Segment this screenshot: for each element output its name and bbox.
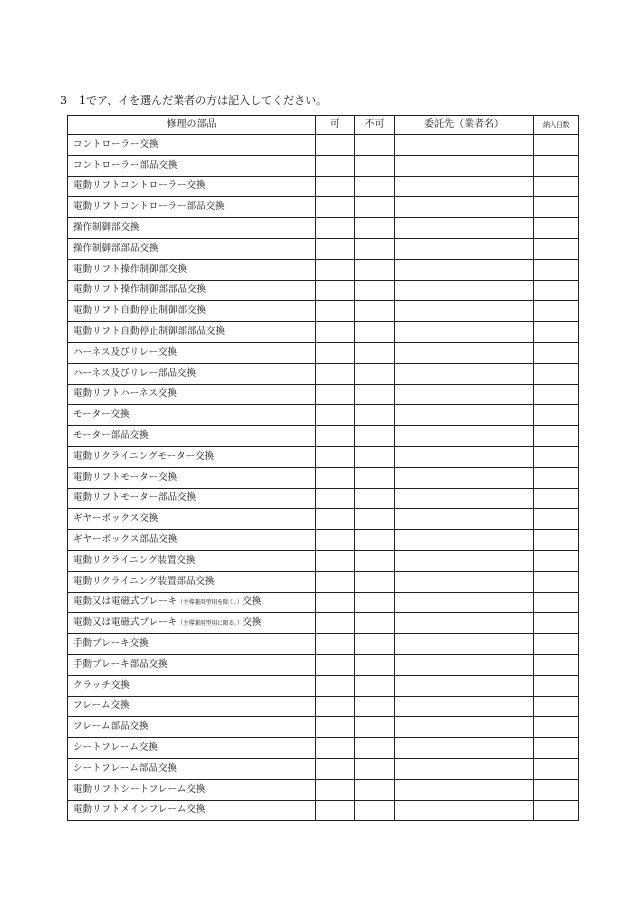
delivery-days-cell[interactable]	[534, 322, 579, 343]
table-row	[68, 342, 579, 363]
table-row	[68, 446, 579, 467]
repair-parts-table	[67, 115, 579, 821]
repair-item-text: フレーム交換	[73, 700, 130, 712]
repair-item-label	[68, 322, 316, 343]
table-row	[68, 280, 579, 301]
vendor-cell[interactable]	[395, 197, 534, 218]
delivery-days-cell[interactable]	[534, 634, 579, 655]
delivery-days-cell[interactable]	[534, 363, 579, 384]
vendor-cell[interactable]	[395, 779, 534, 800]
vendor-cell[interactable]	[395, 696, 534, 717]
possible-cell[interactable]	[316, 197, 355, 218]
vendor-cell[interactable]	[395, 717, 534, 738]
delivery-days-cell[interactable]	[534, 530, 579, 551]
table-row	[68, 467, 579, 488]
impossible-cell[interactable]	[355, 384, 395, 405]
delivery-days-cell[interactable]	[534, 738, 579, 759]
possible-cell[interactable]	[316, 426, 355, 447]
delivery-days-cell[interactable]	[534, 135, 579, 156]
table-header-row	[68, 116, 579, 135]
possible-cell[interactable]	[316, 176, 355, 197]
repair-item-text: 電動リフトモーター交換	[73, 471, 178, 483]
vendor-cell[interactable]	[395, 758, 534, 779]
repair-item-label	[68, 758, 316, 779]
impossible-cell[interactable]	[355, 218, 395, 239]
vendor-cell[interactable]	[395, 301, 534, 322]
possible-cell[interactable]	[316, 467, 355, 488]
table-row	[68, 363, 579, 384]
table-row	[68, 238, 579, 259]
vendor-cell[interactable]	[395, 634, 534, 655]
impossible-cell[interactable]	[355, 675, 395, 696]
delivery-days-cell[interactable]	[534, 301, 579, 322]
possible-cell[interactable]	[316, 530, 355, 551]
table-row	[68, 259, 579, 280]
header-possible: 可	[316, 116, 355, 135]
impossible-cell[interactable]	[355, 176, 395, 197]
header-repair-part: 修理の部品	[68, 116, 316, 135]
vendor-cell[interactable]	[395, 405, 534, 426]
vendor-cell[interactable]	[395, 176, 534, 197]
table-row	[68, 509, 579, 530]
repair-item-label	[68, 280, 316, 301]
delivery-days-cell[interactable]	[534, 654, 579, 675]
vendor-cell[interactable]	[395, 155, 534, 176]
table-row	[68, 135, 579, 156]
possible-cell[interactable]	[316, 717, 355, 738]
repair-item-text: モーター部品交換	[73, 430, 149, 442]
repair-item-label	[68, 342, 316, 363]
delivery-days-cell[interactable]	[534, 384, 579, 405]
vendor-cell[interactable]	[395, 446, 534, 467]
repair-item-label	[68, 634, 316, 655]
repair-item-text: 操作制御部交換	[73, 222, 140, 234]
delivery-days-cell[interactable]	[534, 675, 579, 696]
impossible-cell[interactable]	[355, 155, 395, 176]
possible-cell[interactable]	[316, 696, 355, 717]
impossible-cell[interactable]	[355, 405, 395, 426]
repair-item-text: クラッチ交換	[73, 679, 130, 691]
repair-item-label	[68, 592, 316, 613]
table-body	[68, 135, 579, 821]
possible-cell[interactable]	[316, 779, 355, 800]
delivery-days-cell[interactable]	[534, 238, 579, 259]
impossible-cell[interactable]	[355, 717, 395, 738]
table-row	[68, 530, 579, 551]
table-row	[68, 155, 579, 176]
instruction-text: 1でア、イを選んだ業者の方は記入してください。	[79, 94, 328, 107]
repair-item-text: モーター交換	[73, 409, 130, 421]
repair-item-label	[68, 467, 316, 488]
repair-item-label	[68, 176, 316, 197]
table-row	[68, 550, 579, 571]
possible-cell[interactable]	[316, 218, 355, 239]
impossible-cell[interactable]	[355, 800, 395, 821]
table-row	[68, 696, 579, 717]
impossible-cell[interactable]	[355, 696, 395, 717]
impossible-cell[interactable]	[355, 758, 395, 779]
vendor-cell[interactable]	[395, 426, 534, 447]
possible-cell[interactable]	[316, 800, 355, 821]
repair-item-label	[68, 301, 316, 322]
repair-item-label	[68, 530, 316, 551]
delivery-days-cell[interactable]	[534, 717, 579, 738]
possible-cell[interactable]	[316, 342, 355, 363]
repair-item-text: 電動リフト自動停止制御部交換	[73, 305, 207, 317]
repair-item-text: 電動リクライニング装置交換	[73, 554, 196, 566]
repair-item-label	[68, 654, 316, 675]
delivery-days-cell[interactable]	[534, 446, 579, 467]
repair-item-text: 手動ブレーキ交換	[73, 638, 149, 650]
repair-item-label	[68, 779, 316, 800]
vendor-cell[interactable]	[395, 613, 534, 634]
delivery-days-cell[interactable]	[534, 467, 579, 488]
delivery-days-cell[interactable]	[534, 571, 579, 592]
delivery-days-cell[interactable]	[534, 405, 579, 426]
repair-item-label	[68, 135, 316, 156]
repair-item-text: 電動リフト操作制御部部品交換	[73, 284, 207, 296]
repair-item-label	[68, 405, 316, 426]
vendor-cell[interactable]	[395, 488, 534, 509]
repair-item-text: 電動リフトシートフレーム交換	[73, 783, 206, 795]
table-row	[68, 488, 579, 509]
possible-cell[interactable]	[316, 238, 355, 259]
delivery-days-cell[interactable]	[534, 488, 579, 509]
delivery-days-cell[interactable]	[534, 197, 579, 218]
table-row	[68, 405, 579, 426]
repair-item-text: 電動リクライニング装置部品交換	[73, 575, 215, 587]
possible-cell[interactable]	[316, 654, 355, 675]
repair-item-label	[68, 696, 316, 717]
delivery-days-cell[interactable]	[534, 176, 579, 197]
repair-item-label	[68, 509, 316, 530]
impossible-cell[interactable]	[355, 550, 395, 571]
possible-cell[interactable]	[316, 301, 355, 322]
repair-item-label	[68, 550, 316, 571]
table-row	[68, 301, 579, 322]
vendor-cell[interactable]	[395, 259, 534, 280]
vendor-cell[interactable]	[395, 135, 534, 156]
vendor-cell[interactable]	[395, 342, 534, 363]
table-row	[68, 176, 579, 197]
repair-item-label	[68, 384, 316, 405]
vendor-cell[interactable]	[395, 509, 534, 530]
repair-item-text: ギヤーボックス交換	[73, 513, 159, 525]
possible-cell[interactable]	[316, 738, 355, 759]
repair-item-label	[68, 571, 316, 592]
repair-item-text: 手動ブレーキ部品交換	[73, 658, 168, 670]
table-row	[68, 758, 579, 779]
table-row	[68, 426, 579, 447]
table-row	[68, 717, 579, 738]
delivery-days-cell[interactable]	[534, 218, 579, 239]
impossible-cell[interactable]	[355, 738, 395, 759]
repair-item-label	[68, 238, 316, 259]
possible-cell[interactable]	[316, 509, 355, 530]
vendor-cell[interactable]	[395, 322, 534, 343]
possible-cell[interactable]	[316, 592, 355, 613]
repair-item-text: ギヤーボックス部品交換	[73, 534, 178, 546]
repair-item-label	[68, 155, 316, 176]
header-impossible: 不可	[355, 116, 395, 135]
table-row	[68, 571, 579, 592]
vendor-cell[interactable]	[395, 592, 534, 613]
delivery-days-cell[interactable]	[534, 259, 579, 280]
vendor-cell[interactable]	[395, 550, 534, 571]
repair-item-suffix: 交換	[242, 616, 262, 628]
vendor-cell[interactable]	[395, 363, 534, 384]
impossible-cell[interactable]	[355, 634, 395, 655]
delivery-days-cell[interactable]	[534, 280, 579, 301]
impossible-cell[interactable]	[355, 654, 395, 675]
repair-item-text: シートフレーム交換	[73, 742, 158, 753]
possible-cell[interactable]	[316, 405, 355, 426]
repair-item-label	[68, 363, 316, 384]
delivery-days-cell[interactable]	[534, 758, 579, 779]
possible-cell[interactable]	[316, 634, 355, 655]
impossible-cell[interactable]	[355, 446, 395, 467]
repair-item-label	[68, 218, 316, 239]
repair-item-text: シートフレーム部品交換	[73, 762, 177, 774]
vendor-cell[interactable]	[395, 384, 534, 405]
repair-item-text: 電動リフトメインフレーム交換	[73, 804, 206, 816]
vendor-cell[interactable]	[395, 800, 534, 821]
repair-item-label	[68, 800, 316, 821]
possible-cell[interactable]	[316, 446, 355, 467]
delivery-days-cell[interactable]	[534, 779, 579, 800]
instruction-line	[60, 94, 327, 108]
table-row	[68, 634, 579, 655]
delivery-days-cell[interactable]	[534, 800, 579, 821]
delivery-days-cell[interactable]	[534, 155, 579, 176]
vendor-cell[interactable]	[395, 218, 534, 239]
vendor-cell[interactable]	[395, 675, 534, 696]
repair-item-text: 操作制御部部品交換	[73, 242, 159, 254]
repair-item-label	[68, 738, 316, 759]
possible-cell[interactable]	[316, 675, 355, 696]
repair-item-text: コントローラー交換	[73, 138, 159, 150]
possible-cell[interactable]	[316, 384, 355, 405]
possible-cell[interactable]	[316, 363, 355, 384]
vendor-cell[interactable]	[395, 571, 534, 592]
repair-item-text: 電動リフト自動停止制御部部品交換	[73, 326, 226, 338]
impossible-cell[interactable]	[355, 509, 395, 530]
repair-item-label	[68, 426, 316, 447]
vendor-cell[interactable]	[395, 530, 534, 551]
delivery-days-cell[interactable]	[534, 342, 579, 363]
impossible-cell[interactable]	[355, 779, 395, 800]
impossible-cell[interactable]	[355, 342, 395, 363]
header-delivery-days: 納入日数	[534, 116, 579, 135]
repair-item-text: フレーム部品交換	[73, 721, 149, 733]
table-row	[68, 738, 579, 759]
repair-item-label	[68, 613, 316, 634]
repair-item-label	[68, 259, 316, 280]
impossible-cell[interactable]	[355, 592, 395, 613]
possible-cell[interactable]	[316, 135, 355, 156]
possible-cell[interactable]	[316, 488, 355, 509]
table-row	[68, 613, 579, 634]
repair-item-text: 電動リフトコントローラー部品交換	[73, 201, 225, 213]
vendor-cell[interactable]	[395, 238, 534, 259]
table-row	[68, 800, 579, 821]
possible-cell[interactable]	[316, 571, 355, 592]
impossible-cell[interactable]	[355, 238, 395, 259]
table-row	[68, 197, 579, 218]
impossible-cell[interactable]	[355, 322, 395, 343]
possible-cell[interactable]	[316, 613, 355, 634]
impossible-cell[interactable]	[355, 363, 395, 384]
repair-item-text: 電動リフトハーネス交換	[73, 388, 177, 400]
repair-item-label	[68, 488, 316, 509]
repair-item-label	[68, 717, 316, 738]
section-number: 3	[60, 94, 67, 107]
impossible-cell[interactable]	[355, 571, 395, 592]
repair-item-text: ハーネス及びリレー部品交換	[73, 367, 197, 379]
impossible-cell[interactable]	[355, 467, 395, 488]
possible-cell[interactable]	[316, 758, 355, 779]
impossible-cell[interactable]	[355, 197, 395, 218]
delivery-days-cell[interactable]	[534, 550, 579, 571]
repair-item-text: 電動リフト操作制御部交換	[73, 263, 188, 275]
vendor-cell[interactable]	[395, 467, 534, 488]
delivery-days-cell[interactable]	[534, 426, 579, 447]
repair-item-label	[68, 446, 316, 467]
table-row	[68, 218, 579, 239]
impossible-cell[interactable]	[355, 301, 395, 322]
table-row	[68, 654, 579, 675]
delivery-days-cell[interactable]	[534, 592, 579, 613]
table-row	[68, 675, 579, 696]
impossible-cell[interactable]	[355, 426, 395, 447]
repair-item-text: 電動リクライニングモーター交換	[73, 450, 215, 462]
possible-cell[interactable]	[316, 550, 355, 571]
table-row	[68, 779, 579, 800]
table-row	[68, 384, 579, 405]
vendor-cell[interactable]	[395, 738, 534, 759]
delivery-days-cell[interactable]	[534, 696, 579, 717]
impossible-cell[interactable]	[355, 259, 395, 280]
repair-item-text: コントローラー部品交換	[73, 159, 178, 171]
impossible-cell[interactable]	[355, 530, 395, 551]
header-vendor: 委託先（業者名）	[395, 116, 534, 135]
possible-cell[interactable]	[316, 322, 355, 343]
table-row	[68, 322, 579, 343]
possible-cell[interactable]	[316, 155, 355, 176]
impossible-cell[interactable]	[355, 613, 395, 634]
repair-item-note: （主導兼用型用に限る。）	[177, 619, 243, 627]
repair-item-text: 電動リフトモーター部品交換	[73, 492, 197, 504]
vendor-cell[interactable]	[395, 280, 534, 301]
repair-item-label	[68, 675, 316, 696]
delivery-days-cell[interactable]	[534, 509, 579, 530]
repair-item-suffix: 交換	[242, 595, 262, 607]
table-row	[68, 592, 579, 613]
repair-item-label	[68, 197, 316, 218]
possible-cell[interactable]	[316, 280, 355, 301]
vendor-cell[interactable]	[395, 654, 534, 675]
possible-cell[interactable]	[316, 259, 355, 280]
repair-item-text: ハーネス及びリレー交換	[73, 346, 178, 358]
delivery-days-cell[interactable]	[534, 613, 579, 634]
repair-item-note: （主導兼用型用を除く。）	[177, 598, 243, 606]
impossible-cell[interactable]	[355, 280, 395, 301]
impossible-cell[interactable]	[355, 135, 395, 156]
impossible-cell[interactable]	[355, 488, 395, 509]
repair-item-text: 電動又は電磁式ブレーキ	[73, 595, 178, 607]
repair-item-text: 電動リフトコントローラー交換	[73, 180, 206, 192]
repair-item-text: 電動又は電磁式ブレーキ	[73, 616, 178, 628]
